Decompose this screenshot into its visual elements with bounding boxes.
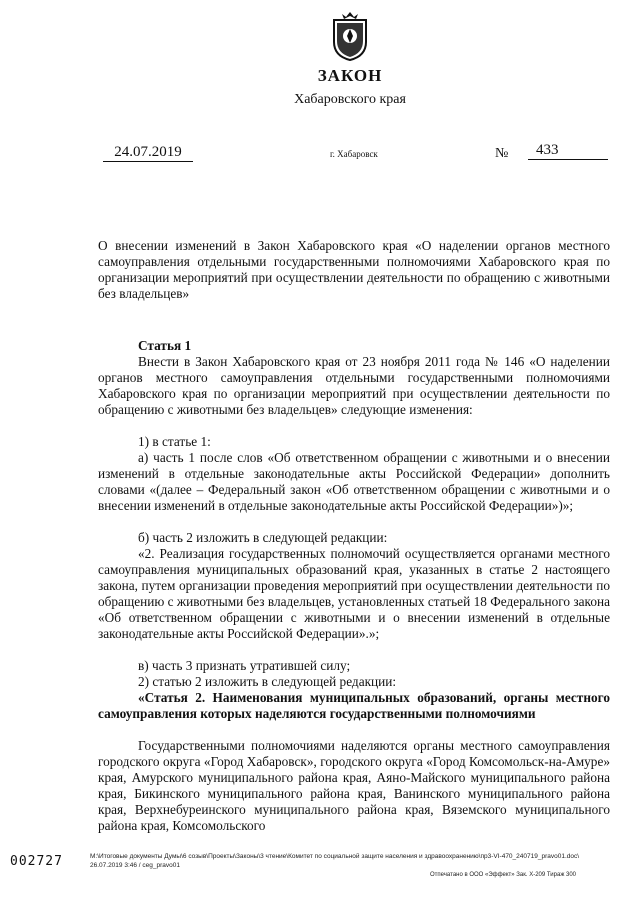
file-path-footer: М:\Итоговые документы Думы\6 созыв\Проекты\Законы\3 чтение\Комитет по социальной защите населения и здравоохранению\пр3-VI-470_240719_pravo01.doc\ 26.07.2019 3:46 / ceg_pravo01 bbox=[90, 853, 580, 869]
document-title: ЗАКОН bbox=[317, 66, 383, 85]
law-number: 433 bbox=[528, 142, 608, 160]
article-1-paragraph: 2) статью 2 изложить в следующей редакции: bbox=[138, 674, 397, 689]
document-subtitle: Хабаровского края bbox=[294, 92, 406, 107]
side-number: 002727 bbox=[10, 854, 63, 869]
article-1-paragraph: Государственными полномочиями наделяются органы местного самоуправления городского округа «Город Хабаровск», городского округа «Город Комсомольск-на-Амуре» края, Амурского муниципального района края, Аяно-Майского муниципального района края, Бикинского муниципального района края, Ванинского муниципального района края, Верхнебуреинского муниципального района края, Вяземского муниципального района края, Комсомольского bbox=[98, 738, 610, 834]
article-1-paragraph: «2. Реализация государственных полномочий осуществляется органами местного самоуправления муниципальных образований края, указанных в статье 2 настоящего закона, путем организации проведения мероприятий при осуществлении деятельности по обращению с животными без владельцев, установленных статьей 18 Федерального закона «Об ответственном обращении с животными и о внесении изменений в отдельные законодательные акты Российской Федерации».»; bbox=[98, 546, 610, 642]
law-city: г. Хабаровск bbox=[330, 149, 378, 159]
article-2-heading: «Статья 2. Наименования муниципальных образований, органы местного самоуправления которых наделяются государственными полномочиями bbox=[98, 690, 610, 722]
article-1-paragraph: 1) в статье 1: bbox=[138, 434, 211, 449]
law-number-label: № bbox=[495, 146, 509, 161]
article-1-paragraph: б) часть 2 изложить в следующей редакции: bbox=[138, 530, 388, 545]
article-1-paragraph: а) часть 1 после слов «Об ответственном обращении с животными и о внесении изменений в отдельные законодательные акты Российской Федерации» дополнить словами «(далее – Федеральный закон «Об ответственном обращении с животными и о внесении изменений в отдельные законодательные акты Российской Федерации»)»; bbox=[98, 450, 610, 514]
law-intro: О внесении изменений в Закон Хабаровского края «О наделении органов местного самоуправления отдельными государственными полномочиями Хабаровского края по организации мероприятий при осуществлении деятельности по обращению с животными без владельцев» bbox=[98, 238, 610, 302]
khabarovsk-emblem-icon bbox=[330, 10, 370, 62]
law-date: 24.07.2019 bbox=[103, 144, 193, 162]
article-1-paragraph: Внести в Закон Хабаровского края от 23 ноября 2011 года № 146 «О наделении органов местного самоуправления отдельными государственными полномочиями Хабаровского края по организации мероприятий при осуществлении деятельности по обращению с животными без владельцев» следующие изменения: bbox=[98, 354, 610, 418]
article-1-paragraph: в) часть 3 признать утратившей силу; bbox=[138, 658, 351, 673]
print-info: Отпечатано в ООО «Эффект» Зак. Х-209 Тираж 300 bbox=[430, 872, 577, 878]
article-1-heading: Статья 1 bbox=[138, 338, 192, 353]
